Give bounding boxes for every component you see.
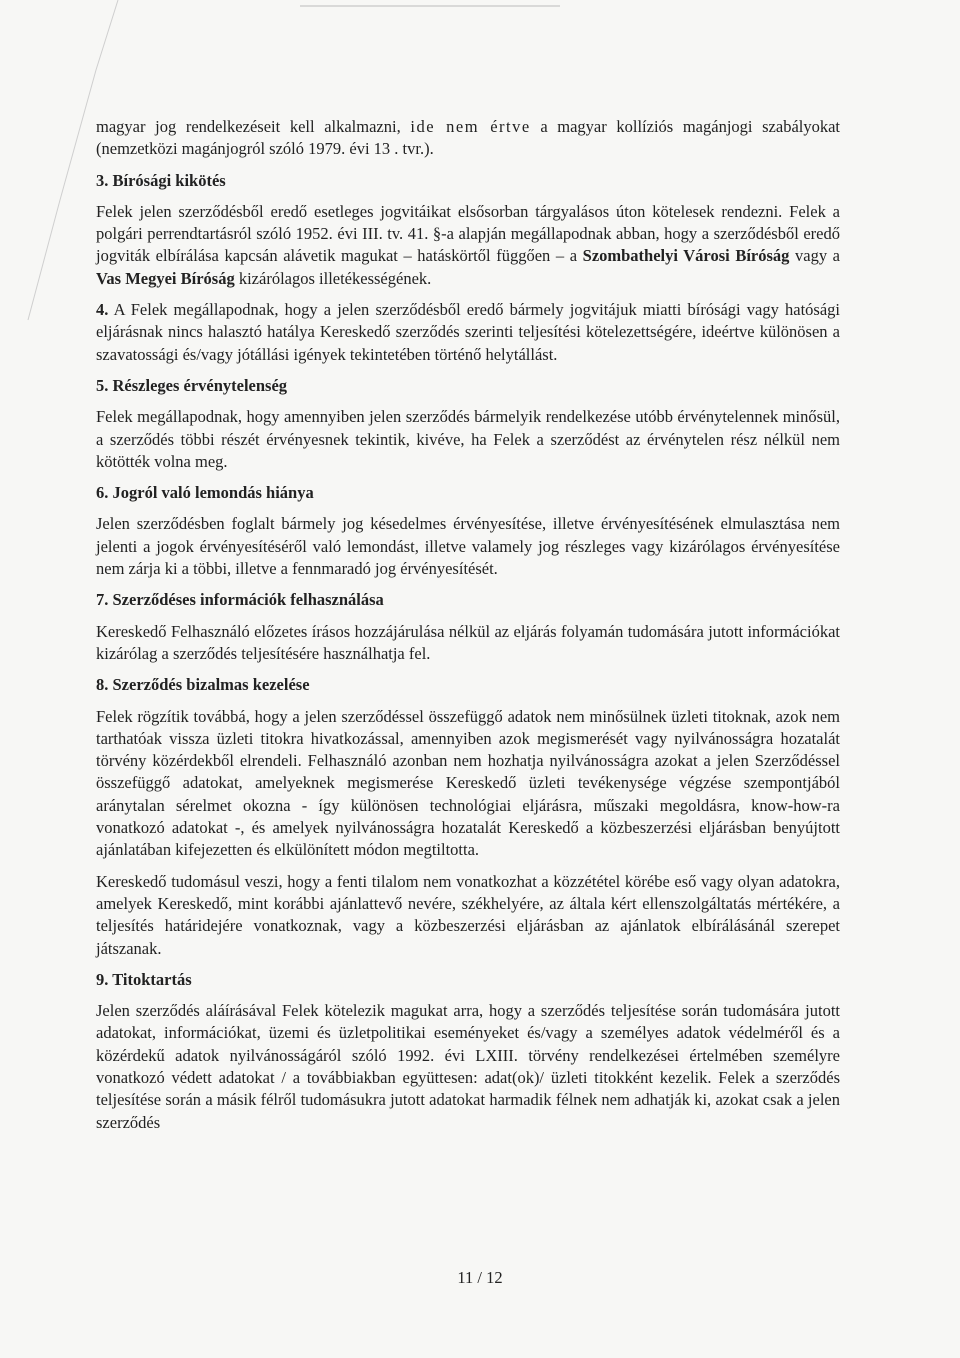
court-name-2: Vas Megyei Bíróság bbox=[96, 268, 235, 288]
section-7-heading: 7. Szerződéses információk felhasználása bbox=[96, 590, 384, 610]
section-4-text: 4. A Felek megállapodnak, hogy a jelen szerződésből eredő bármely jogvitájuk miatti bírósági vagy hatósági eljárásnak nincs halasztó hatálya Kereskedő szerződés szerinti teljesítési kötelezettségére, ideértve különösen a szavatossági és/vagy jótállási igények tekintetében történő helytállást. bbox=[96, 300, 840, 364]
intro-paragraph: magyar jog rendelkezéseit kell alkalmazni, ide nem értve a magyar kollíziós magánjogi szabályokat (nemzetközi magánjogról szóló 1979. évi 13 . tvr.). bbox=[96, 117, 841, 159]
section-8-text-2: Kereskedő tudomásul veszi, hogy a fenti tilalom nem vonatkozhat a közzététel körébe eső vagy olyan adatokra, amelyek Kereskedő, mint korábbi ajánlattevő nevére, székhelyére, az általa kért ellenszolgáltatás mértékére, a teljesítés határidejére vonatkoznak, vagy a közbeszerzési eljárásban az ajánlatok elbírálásánál szerepet játszanak. bbox=[96, 871, 840, 958]
court-name-1: Szombathelyi Városi Bíróság bbox=[582, 246, 790, 266]
section-6-text: Jelen szerződésben foglalt bármely jog késedelmes érvényesítése, illetve érvényesítésének elmulasztása nem jelenti a jogok érvényesítéséről való lemondást, illetve valamely jog részleges vagy kizárólagos érvényesítése nem zárja ki a többi, illetve a fennmaradó jog érvényesítését. bbox=[96, 514, 840, 579]
section-6-heading: 6. Jogról való lemondás hiánya bbox=[96, 483, 314, 503]
document-page bbox=[96, 116, 840, 1143]
section-4-number: 4. bbox=[96, 300, 109, 320]
section-8-heading: 8. Szerződés bizalmas kezelése bbox=[96, 675, 310, 695]
page-number: 11 / 12 bbox=[457, 1268, 503, 1287]
section-5-text: Felek megállapodnak, hogy amennyiben jelen szerződés bármelyik rendelkezése utóbb érvénytelennek minősül, a szerződés többi részét érvényesnek tekintik, kivéve, ha Felek a szerződést az érvénytelen rész nélkül nem kötötték volna meg. bbox=[96, 407, 840, 471]
section-7-text: Kereskedő Felhasználó előzetes írásos hozzájárulása nélkül az eljárás folyamán tudomására jutott információkat kizárólag a szerződés teljesítésére használhatja fel. bbox=[96, 621, 840, 663]
section-9-heading: 9. Titoktartás bbox=[96, 969, 192, 989]
section-5-heading: 5. Részleges érvénytelenség bbox=[96, 375, 288, 395]
section-8-text-1: Felek rögzítik továbbá, hogy a jelen szerződéssel összefüggő adatok nem minősülnek üzleti titoknak, azok nem tarthatóak vissza üzleti titokra hivatkozással, amennyiben azok megismerését vagy nyilvánosságra hozatalát törvény közérdekből elrendeli. Felhasználó azonban nem hozhatja nyilvánosságra azokat a jelen Szerződéssel összefüggő adatokat, amelyeknek megismerése Kereskedő üzleti tevékenysége végzése szempontjából aránytalan sérelmet okozna - így különösen technológiai eljárásra, műszaki megoldásra, know-how-ra vonatkozó adatokat -, és amelyek nyilvánosságra hozatalát Kereskedő a közbeszerzési eljárásban benyújtott ajánlatában kifejezetten és elkülönített módon megtiltotta. bbox=[96, 706, 840, 860]
section-3-text: Felek jelen szerződésből eredő esetleges jogvitáikat elsősorban tárgyalásos úton kötelesek rendezni. Felek a polgári perrendtartásról szóló 1952. évi III. tv. 41. §-a alapján megállapodnak abban, hogy a szerződésből eredő jogviták elbírálása kapcsán alávetik magukat – hatáskörtől függően – a Szombathelyi Városi Bíróság vagy a Vas Megyei Bíróság kizárólagos illetékességének. bbox=[96, 201, 841, 288]
section-3-heading: 3. Bírósági kikötés bbox=[96, 170, 226, 190]
section-9-text: Jelen szerződés aláírásával Felek kötelezik magukat arra, hogy a szerződés teljesítése során tudomására jutott adatokat, információkat, üzemi és üzletpolitikai eseményeket és/vagy a személyes adatok védelméről és a közérdekű adatok nyilvánosságáról szóló 1992. évi LXIII. törvény rendelkezései értelmében személyre vonatkozó védett adatokat / a továbbiakban együttesen: adat(ok)/ üzleti titokként kezelik. Felek a szerződés teljesítése során a másik félről tudomásukra jutott adatokat harmadik félnek nem adhatják ki, azokat csak a jelen szerződés bbox=[96, 1001, 840, 1132]
